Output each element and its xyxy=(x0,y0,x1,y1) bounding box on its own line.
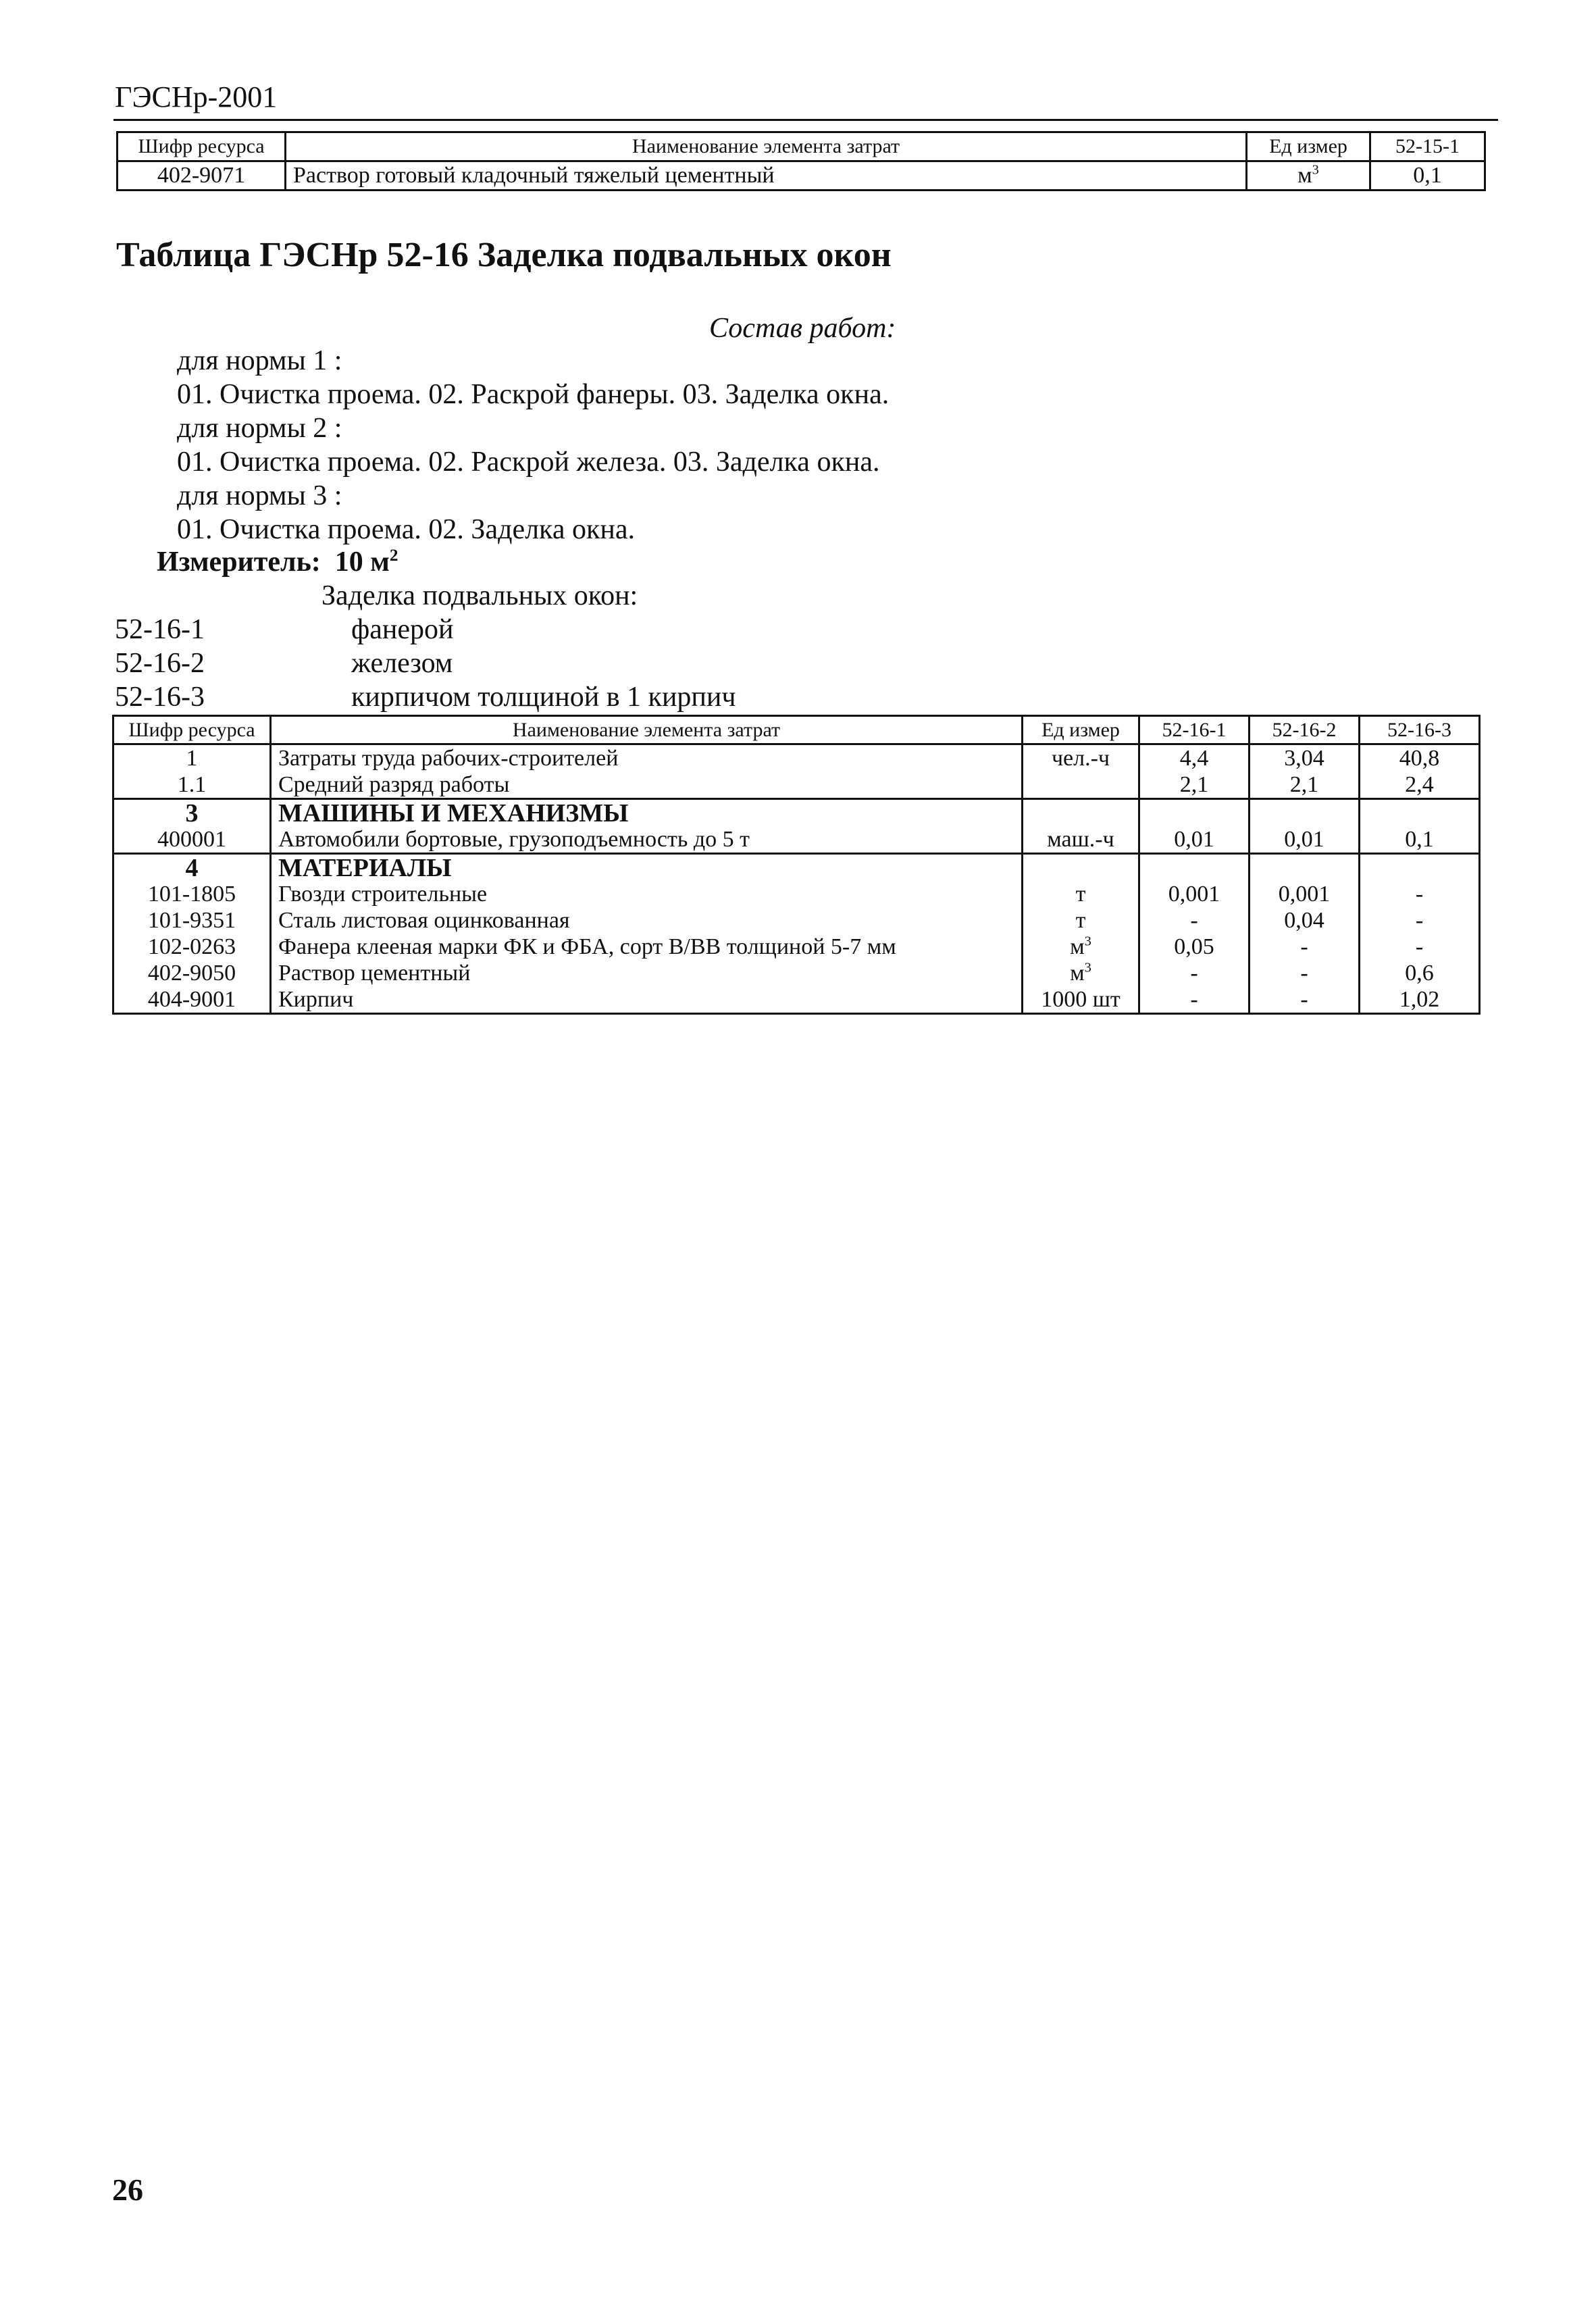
code-cell: 101-9351 xyxy=(113,907,271,934)
variant-desc: кирпичом толщиной в 1 кирпич xyxy=(351,682,736,713)
header-cell: 52-16-3 xyxy=(1360,716,1480,744)
section-title-cell: МАШИНЫ И МЕХАНИЗМЫ xyxy=(271,799,1023,827)
header-cell: 52-16-1 xyxy=(1139,716,1250,744)
value-cell: 0,04 xyxy=(1250,907,1360,934)
value-cell: 2,4 xyxy=(1360,771,1480,799)
header-cell: Ед измер xyxy=(1247,132,1370,161)
document-code: ГЭСНр-2001 xyxy=(115,80,278,113)
norm-label: для нормы 2 : xyxy=(177,413,342,444)
unit-cell: чел.-ч xyxy=(1023,744,1139,772)
header-cell: 52-16-2 xyxy=(1250,716,1360,744)
table-row xyxy=(113,907,1480,934)
name-cell: Раствор цементный xyxy=(271,960,1023,986)
header-cell: Шифр ресурса xyxy=(113,716,271,744)
norm-label: для нормы 1 : xyxy=(177,345,342,376)
table-row xyxy=(118,161,1485,190)
table-title: Таблица ГЭСНр 52-16 Заделка подвальных окон xyxy=(116,236,892,274)
variant-code: 52-16-1 xyxy=(115,614,205,645)
work-composition-heading: Состав работ: xyxy=(709,313,896,344)
meter-label: Измеритель: xyxy=(157,547,321,578)
value-cell: 1,02 xyxy=(1360,986,1480,1014)
value-cell: - xyxy=(1139,960,1250,986)
value-cell: - xyxy=(1139,907,1250,934)
table-row xyxy=(113,771,1480,799)
header-cell: 52-15-1 xyxy=(1370,132,1485,161)
empty-cell xyxy=(1023,799,1139,827)
code-cell: 400001 xyxy=(113,826,271,854)
header-cell: Наименование элемента затрат xyxy=(286,132,1247,161)
code-cell: 101-1805 xyxy=(113,881,271,907)
value-cell: 0,6 xyxy=(1360,960,1480,986)
header-cell: Ед измер xyxy=(1023,716,1139,744)
section-row xyxy=(113,799,1480,827)
value-cell: - xyxy=(1250,934,1360,960)
unit-cell: маш.-ч xyxy=(1023,826,1139,854)
unit-cell: т xyxy=(1023,881,1139,907)
unit-cell: $м^3$ xyxy=(1023,960,1139,986)
table-header-row xyxy=(118,132,1485,161)
value-cell: - xyxy=(1360,934,1480,960)
norm-steps: 01. Очистка проема. 02. Заделка окна. xyxy=(177,514,635,545)
table-row xyxy=(113,960,1480,986)
unit-cell: $м^3$ xyxy=(1247,161,1370,190)
value-cell: 0,001 xyxy=(1139,881,1250,907)
empty-cell xyxy=(1360,799,1480,827)
unit-cell: т xyxy=(1023,907,1139,934)
name-cell: Автомобили бортовые, грузоподъемность до 5 т xyxy=(271,826,1023,854)
variant-code: 52-16-2 xyxy=(115,648,205,679)
table-header-row xyxy=(113,716,1480,744)
variants-heading: Заделка подвальных окон: xyxy=(321,580,638,611)
code-cell: 402-9071 xyxy=(118,161,286,190)
value-cell: - xyxy=(1360,907,1480,934)
value-cell: 2,1 xyxy=(1250,771,1360,799)
unit-cell: 1000 шт xyxy=(1023,986,1139,1014)
empty-cell xyxy=(1250,854,1360,882)
empty-cell xyxy=(1139,799,1250,827)
meter-value: 10 м xyxy=(334,547,390,578)
name-cell: Средний разряд работы xyxy=(271,771,1023,799)
code-cell: 102-0263 xyxy=(113,934,271,960)
value-cell: 3,04 xyxy=(1250,744,1360,772)
code-cell: 404-9001 xyxy=(113,986,271,1014)
code-cell: 1.1 xyxy=(113,771,271,799)
unit-cell xyxy=(1023,771,1139,799)
norm-steps: 01. Очистка проема. 02. Раскрой железа. 03. Заделка окна. xyxy=(177,447,880,478)
code-cell: 402-9050 xyxy=(113,960,271,986)
norm-steps: 01. Очистка проема. 02. Раскрой фанеры. 03. Заделка окна. xyxy=(177,379,890,410)
name-cell: Гвозди строительные xyxy=(271,881,1023,907)
value-cell: 2,1 xyxy=(1139,771,1250,799)
variant-desc: фанерой xyxy=(351,614,454,645)
header-rule xyxy=(113,119,1498,121)
code-cell: 1 xyxy=(113,744,271,772)
norm-label: для нормы 3 : xyxy=(177,480,342,511)
name-cell: Кирпич xyxy=(271,986,1023,1014)
value-cell: 0,001 xyxy=(1250,881,1360,907)
empty-cell xyxy=(1139,854,1250,882)
value-cell: 0,01 xyxy=(1250,826,1360,854)
value-cell: 40,8 xyxy=(1360,744,1480,772)
name-cell: Фанера клееная марки ФК и ФБА, сорт В/ВВ толщиной 5-7 мм xyxy=(271,934,1023,960)
section-row xyxy=(113,854,1480,882)
value-cell: - xyxy=(1360,881,1480,907)
table-row xyxy=(113,934,1480,960)
header-cell: Шифр ресурса xyxy=(118,132,286,161)
variant-desc: железом xyxy=(351,648,453,679)
table-row xyxy=(113,744,1480,772)
empty-cell xyxy=(1250,799,1360,827)
table-row xyxy=(113,826,1480,854)
value-cell: 0,1 xyxy=(1360,826,1480,854)
section-code-cell: 3 xyxy=(113,799,271,827)
empty-cell xyxy=(1023,854,1139,882)
value-cell: 0,1 xyxy=(1370,161,1485,190)
name-cell: Затраты труда рабочих-строителей xyxy=(271,744,1023,772)
table-row xyxy=(113,986,1480,1014)
value-cell: 0,01 xyxy=(1139,826,1250,854)
value-cell: 0,05 xyxy=(1139,934,1250,960)
table-row xyxy=(113,881,1480,907)
page-number: 26 xyxy=(112,2172,143,2207)
value-cell: - xyxy=(1250,960,1360,986)
value-cell: - xyxy=(1139,986,1250,1014)
meter-line: Измеритель: 10 $м^2$ xyxy=(157,547,398,578)
variant-code: 52-16-3 xyxy=(115,682,205,713)
norms-table xyxy=(112,715,1481,1015)
unit-cell: $м^3$ xyxy=(1023,934,1139,960)
section-code-cell: 4 xyxy=(113,854,271,882)
empty-cell xyxy=(1360,854,1480,882)
value-cell: - xyxy=(1250,986,1360,1014)
header-cell: Наименование элемента затрат xyxy=(271,716,1023,744)
section-title-cell: МАТЕРИАЛЫ xyxy=(271,854,1023,882)
value-cell: 4,4 xyxy=(1139,744,1250,772)
name-cell: Раствор готовый кладочный тяжелый цементный xyxy=(286,161,1247,190)
name-cell: Сталь листовая оцинкованная xyxy=(271,907,1023,934)
continuation-table xyxy=(116,131,1486,191)
